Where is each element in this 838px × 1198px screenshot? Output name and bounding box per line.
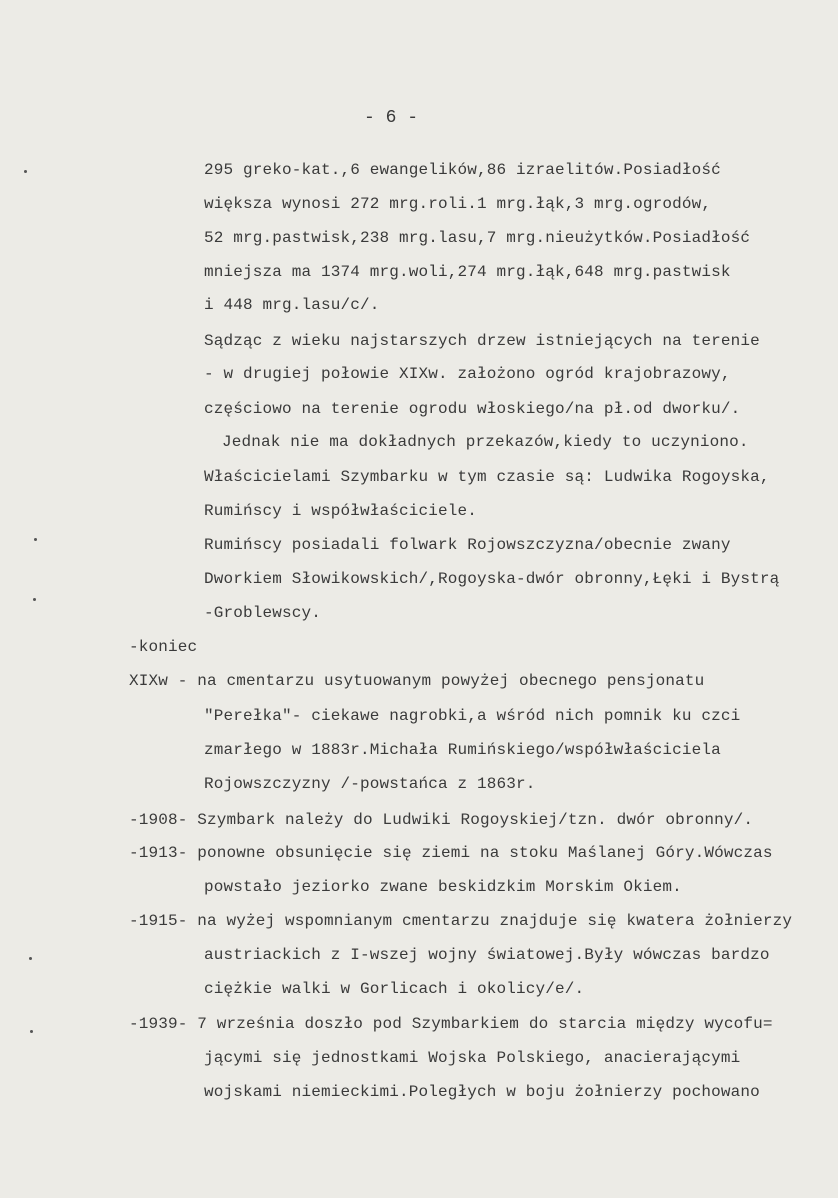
text-line: -1908- Szymbark należy do Ludwiki Rogoyskiej/tzn. dwór obronny/. [129, 811, 754, 829]
text-line: -1913- ponowne obsunięcie się ziemi na stoku Maślanej Góry.Wówczas [129, 844, 773, 862]
text-line: XIXw - na cmentarzu usytuowanym powyżej obecnego pensjonatu [129, 672, 705, 690]
text-line: Sądząc z wieku najstarszych drzew istniejących na terenie [204, 332, 760, 350]
scan-speck [29, 957, 32, 960]
text-line: "Perełka"- ciekawe nagrobki,a wśród nich pomnik ku czci [204, 707, 741, 725]
text-line: ciężkie walki w Gorlicach i okolicy/e/. [204, 980, 585, 998]
text-line: wojskami niemieckimi.Poległych w boju żołnierzy pochowano [204, 1083, 760, 1101]
scan-speck [30, 1030, 33, 1033]
text-line: Rumińscy i współwłaściciele. [204, 502, 478, 520]
text-line: 295 greko-kat.,6 ewangelików,86 izraelitów.Posiadłość [204, 161, 721, 179]
text-line: - w drugiej połowie XIXw. założono ogród krajobrazowy, [204, 365, 731, 383]
text-line: i 448 mrg.lasu/c/. [204, 296, 380, 314]
text-line: -1939- 7 września doszło pod Szymbarkiem do starcia między wycofu= [129, 1015, 773, 1033]
text-line: -koniec [129, 638, 198, 656]
text-line: -1915- na wyżej wspomnianym cmentarzu znajduje się kwatera żołnierzy [129, 912, 793, 930]
text-line: Właścicielami Szymbarku w tym czasie są: Ludwika Rogoyska, [204, 468, 770, 486]
text-line: mniejsza ma 1374 mrg.woli,274 mrg.łąk,648 mrg.pastwisk [204, 263, 731, 281]
text-line: -Groblewscy. [204, 604, 322, 622]
text-line: jącymi się jednostkami Wojska Polskiego, anacierającymi [204, 1049, 741, 1067]
text-line: powstało jeziorko zwane beskidzkim Morskim Okiem. [204, 878, 682, 896]
text-line: 52 mrg.pastwisk,238 mrg.lasu,7 mrg.nieużytków.Posiadłość [204, 229, 751, 247]
text-line: większa wynosi 272 mrg.roli.1 mrg.łąk,3 mrg.ogrodów, [204, 195, 712, 213]
text-line: częściowo na terenie ogrodu włoskiego/na pł.od dworku/. [204, 400, 741, 418]
text-line: Rojowszczyzny /-powstańca z 1863r. [204, 775, 536, 793]
scan-speck [34, 538, 37, 541]
text-line: Dworkiem Słowikowskich/,Rogoyska-dwór obronny,Łęki i Bystrą [204, 570, 780, 588]
scan-speck [24, 170, 27, 173]
text-line: Rumińscy posiadali folwark Rojowszczyzna/obecnie zwany [204, 536, 731, 554]
page-number: - 6 - [364, 108, 419, 128]
text-line: zmarłego w 1883r.Michała Rumińskiego/współwłaściciela [204, 741, 721, 759]
text-line: Jednak nie ma dokładnych przekazów,kiedy to uczyniono. [222, 433, 749, 451]
scan-speck [33, 598, 36, 601]
text-line: austriackich z I-wszej wojny światowej.Były wówczas bardzo [204, 946, 770, 964]
